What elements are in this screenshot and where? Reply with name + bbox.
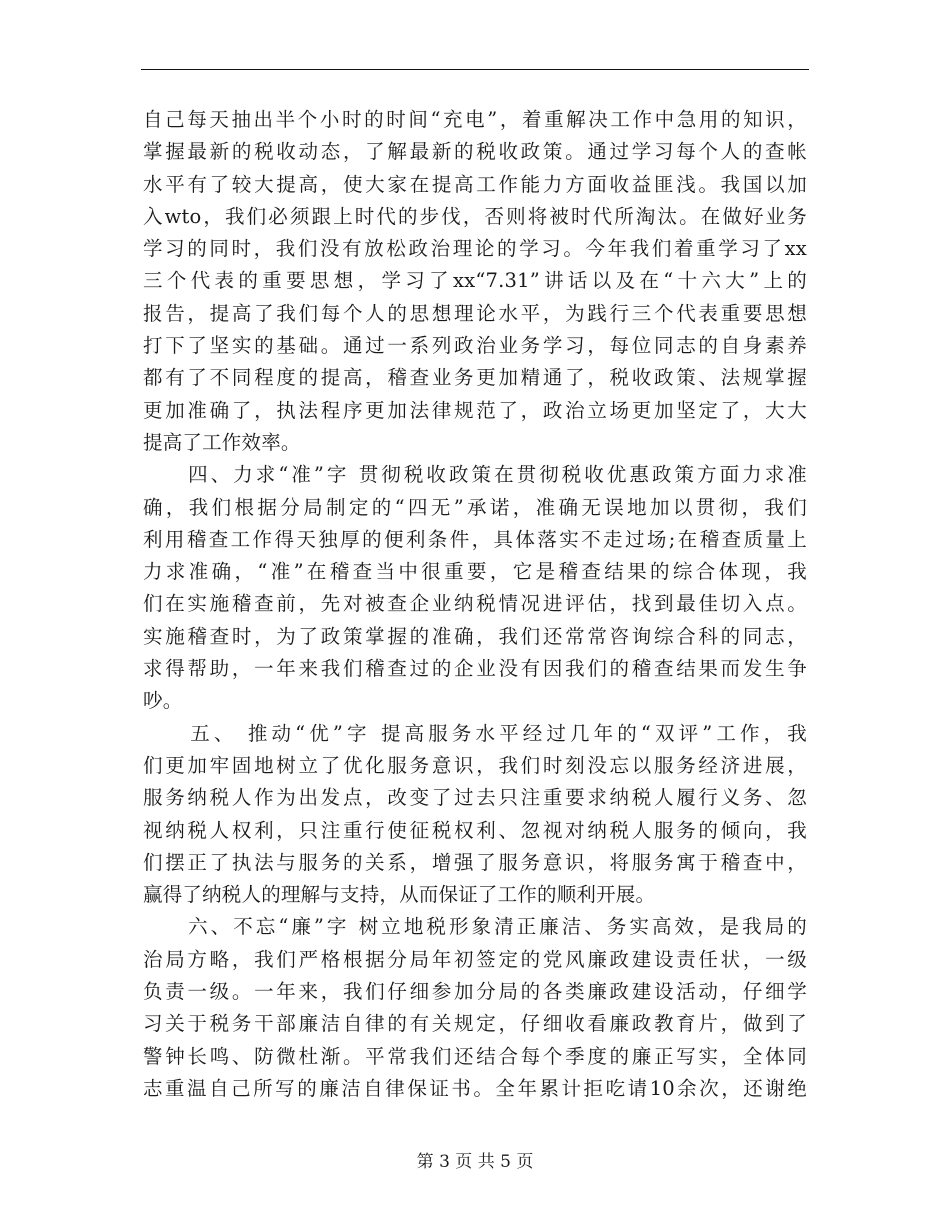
text-line: 志重温自己所写的廉洁自律保证书。全年累计拒吃请10余次，还谢绝 [143,1076,807,1100]
text-line: 吵。 [143,689,183,713]
text-line: 学习的同时，我们没有放松政治理论的学习。今年我们着重学习了xx [143,237,807,261]
text-line: 入wto，我们必须跟上时代的步伐，否则将被时代所淘汰。在做好业务 [143,204,807,228]
text-line: 视纳税人权利，只注重行使征税权利、忽视对纳税人服务的倾向，我 [143,818,807,842]
text-line: 们在实施稽查前，先对被查企业纳税情况进评估，找到最佳切入点。 [143,592,807,616]
page-number: 第 3 页 共 5 页 [416,1152,534,1172]
text-line: 力求准确，“准”在稽查当中很重要，它是稽查结果的综合体现，我 [143,560,807,584]
text-line: 都有了不同程度的提高，稽查业务更加精通了，税收政策、法规掌握 [143,366,807,390]
text-line: 四、力求“准”字 贯彻税收政策在贯彻税收优惠政策方面力求准 [143,463,807,487]
text-line: 确，我们根据分局制定的“四无”承诺，准确无误地加以贯彻，我们 [143,495,807,519]
text-line: 掌握最新的税收动态，了解最新的税收政策。通过学习每个人的查帐 [143,140,807,164]
text-line: 负责一级。一年来，我们仔细参加分局的各类廉政建设活动，仔细学 [143,980,807,1004]
text-line: 们更加牢固地树立了优化服务意识，我们时刻没忘以服务经济进展， [143,753,807,777]
text-line: 求得帮助，一年来我们稽查过的企业没有因我们的稽查结果而发生争 [143,657,807,681]
text-line: 更加准确了，执法程序更加法律规范了，政治立场更加坚定了，大大 [143,398,807,422]
text-line: 习关于税务干部廉洁自律的有关规定，仔细收看廉政教育片，做到了 [143,1012,807,1036]
text-line: 赢得了纳税人的理解与支持，从而保证了工作的顺利开展。 [143,883,656,907]
text-line: 五、 推动“优”字 提高服务水平经过几年的“双评”工作，我 [143,721,807,745]
text-line: 报告，提高了我们每个人的思想理论水平，为践行三个代表重要思想 [143,301,807,325]
text-line: 水平有了较大提高，使大家在提高工作能力方面收益匪浅。我国以加 [143,172,807,196]
text-line: 利用稽查工作得天独厚的便利条件，具体落实不走过场;在稽查质量上 [143,527,807,551]
body-text [143,104,807,1105]
header-rule [141,69,809,70]
text-line: 提高了工作效率。 [143,430,301,454]
text-line: 实施稽查时，为了政策掌握的准确，我们还常常咨询综合科的同志， [143,624,807,648]
text-line: 们摆正了执法与服务的关系，增强了服务意识，将服务寓于稽查中， [143,850,807,874]
text-line: 三个代表的重要思想，学习了xx“7.31”讲话以及在“十六大”上的 [143,269,807,293]
text-line: 打下了坚实的基础。通过一系列政治业务学习，每位同志的自身素养 [143,334,807,358]
text-line: 治局方略，我们严格根据分局年初签定的党风廉政建设责任状，一级 [143,947,807,971]
text-line: 服务纳税人作为出发点，改变了过去只注重要求纳税人履行义务、忽 [143,786,807,810]
text-line: 警钟长鸣、防微杜渐。平常我们还结合每个季度的廉正写实，全体同 [143,1044,807,1068]
text-line: 六、不忘“廉”字 树立地税形象清正廉洁、务实高效，是我局的 [143,915,807,939]
page-footer [0,1150,950,1174]
text-line: 自己每天抽出半个小时的时间“充电”，着重解决工作中急用的知识， [143,108,807,131]
